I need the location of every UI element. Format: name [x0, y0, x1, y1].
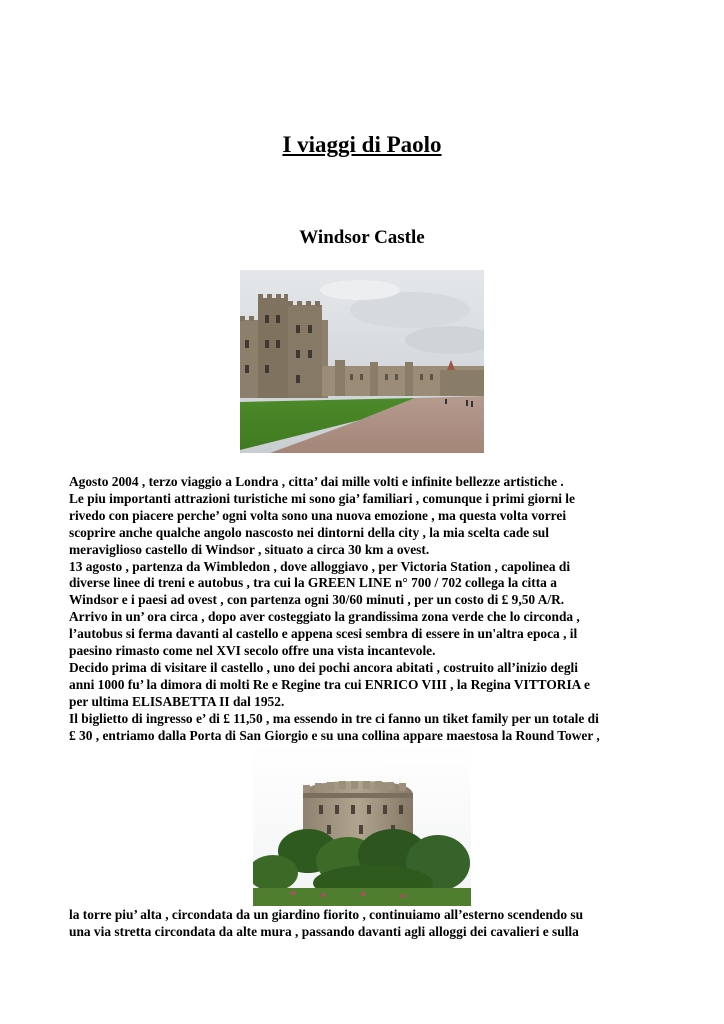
document-title: I viaggi di Paolo — [282, 132, 442, 157]
body-line: Il biglietto di ingresso e’ di £ 11,50 , ma essendo in tre ci fanno un tiket family per un totale di — [69, 710, 599, 726]
windsor-castle-photo — [240, 270, 484, 453]
body-line: rivedo con piacere perche’ ogni volta sono una nuova emozione , ma questa volta vorrei — [69, 507, 567, 523]
body-line: £ 30 , entriamo dalla Porta di San Giorgio e su una collina appare maestosa la Round Tower , — [69, 727, 600, 743]
body-line: paesino rimasto come nel XVI secolo offre una vista incantevole. — [69, 643, 436, 659]
body-line: scoprire anche qualche angolo nascosto nei dintorni della city , la mia scelta cade sul — [69, 524, 549, 540]
body-line: meraviglioso castello di Windsor , situato a circa 30 km a ovest. — [69, 541, 430, 557]
body-line: Le piu importanti attrazioni turistiche mi sono gia’ familiari , comunque i primi giorni le — [69, 490, 575, 506]
body-line: diverse linee di treni e autobus , tra cui la GREEN LINE n° 700 / 702 collega la citta a — [69, 575, 557, 591]
body-line: Windsor e i paesi ad ovest , con partenza ogni 30/60 minuti , per un costo di £ 9,50 A/R. — [69, 592, 565, 608]
body-line: per ultima ELISABETTA II dal 1952. — [69, 693, 285, 709]
body-line: anni 1000 fu’ la dimora di molti Re e Regine tra cui ENRICO VIII , la Regina VITTORIA e — [69, 676, 590, 692]
body-line: una via stretta circondata da alte mura , passando davanti agli alloggi dei cavalieri e sulla — [69, 923, 579, 939]
body-text-block — [69, 474, 669, 745]
body-line: Agosto 2004 , terzo viaggio a Londra , citta’ dai mille volti e infinite bellezze artistiche . — [69, 474, 564, 489]
body-text-block — [69, 907, 669, 941]
body-line: l’autobus si ferma davanti al castello e appena scesi sembra di essere in un'altra epoca , il — [69, 626, 578, 642]
body-line: 13 agosto , partenza da Wimbledon , dove alloggiavo , per Victoria Station , capolinea di — [69, 558, 571, 574]
body-line: Decido prima di visitare il castello , uno dei pochi ancora abitati , costruito all’inizio degli — [69, 659, 578, 675]
section-heading: Windsor Castle — [299, 227, 425, 248]
round-tower-photo — [253, 743, 471, 906]
body-line: Arrivo in un’ ora circa , dopo aver costeggiato la grandissima zona verde che lo circonda , — [69, 609, 580, 625]
body-line: la torre piu’ alta , circondata da un giardino fiorito , continuiamo all’esterno scendendo su — [69, 907, 584, 922]
